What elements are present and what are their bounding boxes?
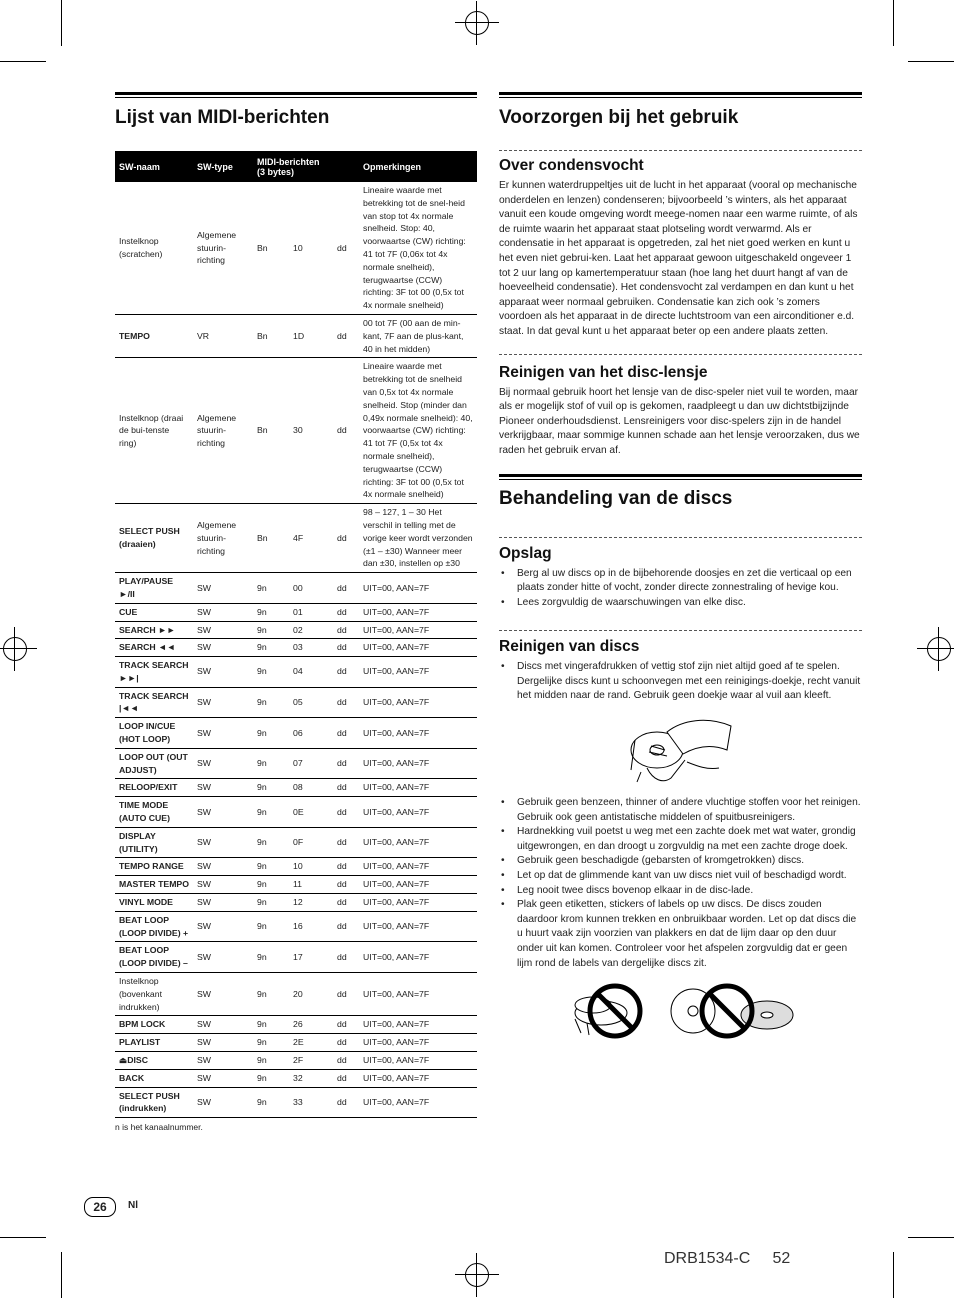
cell-byte3: dd: [333, 827, 359, 858]
cell-byte3: dd: [333, 718, 359, 749]
cell-byte1: 9n: [253, 911, 289, 942]
cell-byte1: 9n: [253, 1087, 289, 1118]
table-row: [115, 1052, 477, 1070]
disc-cleaning-list-a: [499, 660, 862, 704]
page-number: 26: [84, 1197, 116, 1217]
list-item: • Gebruik geen beschadigde (gebarsten of kromgetrokken) discs.: [499, 854, 862, 869]
cell-byte1: Bn: [253, 182, 289, 314]
cell-byte1: 9n: [253, 1069, 289, 1087]
cell-notes: UIT=00, AAN=7F: [359, 779, 477, 797]
cell-sw-type: SW: [193, 657, 253, 688]
dashed-divider: [499, 354, 862, 355]
table-row: [115, 827, 477, 858]
col-header-type: SW-type: [193, 151, 253, 182]
document-id: DRB1534-C 52: [664, 1250, 791, 1267]
dashed-divider: [499, 630, 862, 631]
cell-sw-name: LOOP IN/CUE (HOT LOOP): [115, 718, 193, 749]
cell-sw-type: VR: [193, 314, 253, 357]
cell-sw-name: SELECT PUSH (draaien): [115, 504, 193, 573]
cell-byte3: dd: [333, 1016, 359, 1034]
cell-sw-type: SW: [193, 687, 253, 718]
table-row: [115, 1034, 477, 1052]
cell-notes: UIT=00, AAN=7F: [359, 942, 477, 973]
cell-byte2: 03: [289, 639, 333, 657]
disc-handling-title: Behandeling van de discs: [499, 487, 733, 509]
cell-sw-type: Algemene stuurin-richting: [193, 504, 253, 573]
cell-sw-type: SW: [193, 573, 253, 604]
cell-byte3: dd: [333, 621, 359, 639]
disc-cleaning-heading: Reinigen van discs: [499, 638, 640, 656]
cell-sw-name: PLAYLIST: [115, 1034, 193, 1052]
cell-byte1: 9n: [253, 942, 289, 973]
cell-byte3: dd: [333, 573, 359, 604]
cell-byte3: dd: [333, 639, 359, 657]
cell-byte1: 9n: [253, 973, 289, 1016]
cell-byte2: 10: [289, 858, 333, 876]
cell-byte1: 9n: [253, 573, 289, 604]
cell-notes: UIT=00, AAN=7F: [359, 894, 477, 912]
left-column: [115, 92, 477, 1132]
cell-byte2: 4F: [289, 504, 333, 573]
title-rule: [499, 92, 862, 98]
cell-notes: UIT=00, AAN=7F: [359, 748, 477, 779]
col-header-name: SW-naam: [115, 151, 193, 182]
cell-sw-name: TEMPO: [115, 314, 193, 357]
cell-notes: UIT=00, AAN=7F: [359, 827, 477, 858]
cell-byte3: dd: [333, 687, 359, 718]
cell-byte3: dd: [333, 748, 359, 779]
registration-mark-icon: [0, 627, 37, 671]
cell-notes: UIT=00, AAN=7F: [359, 858, 477, 876]
cell-notes: 00 tot 7F (00 aan de min-kant, 7F aan de plus-kant, 40 in het midden): [359, 314, 477, 357]
cell-sw-name: SEARCH ◄◄: [115, 639, 193, 657]
dashed-divider: [499, 150, 862, 151]
table-row: [115, 894, 477, 912]
cell-byte2: 02: [289, 621, 333, 639]
cell-notes: UIT=00, AAN=7F: [359, 1034, 477, 1052]
cell-sw-name: BEAT LOOP (LOOP DIVIDE) –: [115, 942, 193, 973]
cell-byte1: 9n: [253, 827, 289, 858]
table-row: [115, 748, 477, 779]
cell-notes: UIT=00, AAN=7F: [359, 573, 477, 604]
cell-notes: UIT=00, AAN=7F: [359, 876, 477, 894]
table-row: [115, 621, 477, 639]
cell-notes: UIT=00, AAN=7F: [359, 657, 477, 688]
cell-byte3: dd: [333, 797, 359, 828]
table-row: [115, 657, 477, 688]
cell-byte3: dd: [333, 858, 359, 876]
list-item: • Hardnekking vuil poetst u weg met een zachte doek met wat water, grondig uitgewrongen, en dan droogt u zorgvuldig na met een zachte droge doek.: [499, 825, 862, 854]
cell-byte3: dd: [333, 779, 359, 797]
table-row: [115, 1016, 477, 1034]
list-item: • Lees zorgvuldig de waarschuwingen van elke disc.: [499, 596, 862, 611]
cell-byte3: dd: [333, 973, 359, 1016]
cell-sw-name: Instelknop (draai de bui-tenste ring): [115, 358, 193, 504]
cell-byte3: dd: [333, 942, 359, 973]
cell-sw-name: BEAT LOOP (LOOP DIVIDE) +: [115, 911, 193, 942]
cell-sw-type: SW: [193, 827, 253, 858]
cell-notes: 98 – 127, 1 – 30 Het verschil in telling met de vorige keer wordt verzonden (±1 – ±30) Wanneer meer dan ±30, instellen op ±30: [359, 504, 477, 573]
cell-byte1: 9n: [253, 797, 289, 828]
cell-byte2: 26: [289, 1016, 333, 1034]
cell-sw-name: BACK: [115, 1069, 193, 1087]
cell-byte2: 12: [289, 894, 333, 912]
cell-byte2: 2F: [289, 1052, 333, 1070]
table-header-row: [115, 151, 477, 182]
cell-notes: UIT=00, AAN=7F: [359, 718, 477, 749]
cell-byte2: 32: [289, 1069, 333, 1087]
cell-byte2: 20: [289, 973, 333, 1016]
list-item: • Gebruik geen benzeen, thinner of andere vluchtige stoffen voor het reinigen. Gebruik ook geen antistatische middelen of spuitbusreinigers.: [499, 796, 862, 825]
table-row: [115, 358, 477, 504]
cell-byte1: 9n: [253, 1034, 289, 1052]
cell-byte2: 00: [289, 573, 333, 604]
cell-byte2: 01: [289, 603, 333, 621]
cell-byte1: 9n: [253, 621, 289, 639]
table-row: [115, 876, 477, 894]
cell-sw-type: SW: [193, 858, 253, 876]
crop-mark: [908, 61, 954, 62]
cell-notes: UIT=00, AAN=7F: [359, 1052, 477, 1070]
cell-byte3: dd: [333, 1069, 359, 1087]
cell-sw-name: TEMPO RANGE: [115, 858, 193, 876]
crop-mark: [893, 0, 894, 46]
cell-sw-name: PLAY/PAUSE ►/II: [115, 573, 193, 604]
cell-byte1: 9n: [253, 779, 289, 797]
cell-notes: UIT=00, AAN=7F: [359, 911, 477, 942]
table-row: [115, 942, 477, 973]
language-code: Nl: [128, 1200, 138, 1211]
list-item: • Berg al uw discs op in de bijbehorende doosjes en zet die verticaal op een plaats zonder hitte of vocht, zonder directe zonnestraling of hevige kou.: [499, 567, 862, 596]
cell-sw-type: SW: [193, 797, 253, 828]
lens-cleaning-text: Bij normaal gebruik hoort het lensje van de disc-speler niet vuil te worden, maar als er mogelijk stof of vuil op is gekomen, raadpleegt u dan uw dichtstbijzijnde Pioneer onderhoudsdienst. Lensreinigers voor disc-spelers zijn in de handel verkrijgbaar, maar sommige kunnen schade aan het lensje veroorzaken, dus we raden het gebruik ervan af.: [499, 386, 860, 456]
prohibition-illustrations: [571, 983, 862, 1039]
cell-notes: UIT=00, AAN=7F: [359, 797, 477, 828]
cell-byte2: 2E: [289, 1034, 333, 1052]
list-item: • Let op dat de glimmende kant van uw discs niet vuil of beschadigd wordt.: [499, 869, 862, 884]
list-item: • Discs met vingerafdrukken of vettig stof zijn niet altijd goed af te spelen. Dergelijke discs kunt u schoonvegen met een reinigings-doekje, recht vanuit het midden naar de rand. Gebruik geen doekje waar al vuil aan kleeft.: [499, 660, 862, 704]
cell-byte1: 9n: [253, 894, 289, 912]
registration-mark-icon: [455, 1253, 499, 1297]
cell-byte1: Bn: [253, 358, 289, 504]
cell-sw-name: TIME MODE (AUTO CUE): [115, 797, 193, 828]
cell-sw-type: Algemene stuurin-richting: [193, 358, 253, 504]
cell-sw-name: BPM LOCK: [115, 1016, 193, 1034]
cell-notes: UIT=00, AAN=7F: [359, 639, 477, 657]
crop-mark: [0, 1237, 46, 1238]
crop-mark: [0, 61, 46, 62]
cell-sw-type: SW: [193, 718, 253, 749]
midi-list-title: Lijst van MIDI-berichten: [115, 107, 330, 128]
title-rule: [115, 92, 477, 98]
table-row: [115, 639, 477, 657]
cell-notes: UIT=00, AAN=7F: [359, 621, 477, 639]
cell-sw-type: SW: [193, 1069, 253, 1087]
disc-cleaning-list-b: [499, 796, 862, 971]
cell-sw-name: Instelknop (bovenkant indrukken): [115, 973, 193, 1016]
cell-sw-type: SW: [193, 639, 253, 657]
table-row: [115, 314, 477, 357]
cell-byte3: dd: [333, 894, 359, 912]
cell-byte2: 1D: [289, 314, 333, 357]
cell-sw-type: SW: [193, 876, 253, 894]
cell-notes: Lineaire waarde met betrekking tot de snel-heid van stop tot 4x normale snelheid. Stop: 40, voorwaartse (CW) richting: 41 tot 7F (0,06x tot 4x normale snelheid), terugwaartse (CCW) richting: 3F tot 00 (0,5x tot 4x normale snelheid): [359, 182, 477, 314]
cell-sw-type: SW: [193, 603, 253, 621]
lens-cleaning-heading: Reinigen van het disc-lensje: [499, 363, 708, 381]
cell-byte1: Bn: [253, 504, 289, 573]
cell-byte3: dd: [333, 911, 359, 942]
col-header-midi: MIDI-berichten (3 bytes): [253, 151, 359, 182]
midi-table: [115, 151, 477, 1118]
cell-notes: UIT=00, AAN=7F: [359, 687, 477, 718]
cell-sw-name: LOOP OUT (OUT ADJUST): [115, 748, 193, 779]
cell-byte2: 10: [289, 182, 333, 314]
table-row: [115, 573, 477, 604]
cell-byte2: 08: [289, 779, 333, 797]
disc-cleaning-illustration: [627, 710, 739, 786]
table-row: [115, 973, 477, 1016]
table-row: [115, 718, 477, 749]
cell-byte1: 9n: [253, 603, 289, 621]
col-header-notes: Opmerkingen: [359, 151, 477, 182]
cell-byte1: 9n: [253, 1016, 289, 1034]
title-rule: [499, 474, 862, 480]
table-row: [115, 603, 477, 621]
cell-notes: UIT=00, AAN=7F: [359, 1069, 477, 1087]
cell-byte2: 05: [289, 687, 333, 718]
cell-sw-name: CUE: [115, 603, 193, 621]
cell-byte2: 30: [289, 358, 333, 504]
cell-sw-name: TRACK SEARCH ►►|: [115, 657, 193, 688]
cell-sw-type: SW: [193, 894, 253, 912]
cell-sw-name: ⏏DISC: [115, 1052, 193, 1070]
cell-sw-type: SW: [193, 911, 253, 942]
cell-notes: UIT=00, AAN=7F: [359, 973, 477, 1016]
cell-sw-type: SW: [193, 621, 253, 639]
table-row: [115, 911, 477, 942]
cell-notes: UIT=00, AAN=7F: [359, 1016, 477, 1034]
cell-notes: UIT=00, AAN=7F: [359, 1087, 477, 1118]
cell-byte3: dd: [333, 657, 359, 688]
registration-mark-icon: [917, 627, 954, 671]
cell-sw-type: SW: [193, 1087, 253, 1118]
cell-sw-type: Algemene stuurin-richting: [193, 182, 253, 314]
cell-byte2: 17: [289, 942, 333, 973]
cell-byte3: dd: [333, 1052, 359, 1070]
crop-mark: [908, 1237, 954, 1238]
cell-byte3: dd: [333, 1034, 359, 1052]
wiping-disc-icon: [627, 710, 739, 786]
cell-sw-type: SW: [193, 748, 253, 779]
cell-sw-type: SW: [193, 1016, 253, 1034]
cell-notes: UIT=00, AAN=7F: [359, 603, 477, 621]
cell-sw-name: SELECT PUSH (indrukken): [115, 1087, 193, 1118]
cell-sw-name: RELOOP/EXIT: [115, 779, 193, 797]
storage-heading: Opslag: [499, 544, 552, 562]
cell-byte2: 0F: [289, 827, 333, 858]
cell-sw-type: SW: [193, 779, 253, 797]
crop-mark: [893, 1252, 894, 1298]
cell-byte3: dd: [333, 182, 359, 314]
cell-byte3: dd: [333, 876, 359, 894]
crop-mark: [61, 1252, 62, 1298]
cell-sw-name: MASTER TEMPO: [115, 876, 193, 894]
cell-byte3: dd: [333, 504, 359, 573]
table-row: [115, 858, 477, 876]
table-row: [115, 687, 477, 718]
list-item: • Leg nooit twee discs bovenop elkaar in de disc-lade.: [499, 884, 862, 899]
registration-mark-icon: [455, 1, 499, 45]
cell-byte2: 07: [289, 748, 333, 779]
cell-sw-name: TRACK SEARCH |◄◄: [115, 687, 193, 718]
table-row: [115, 1069, 477, 1087]
table-row: [115, 504, 477, 573]
condensation-text: Er kunnen waterdruppeltjes uit de lucht in het apparaat (vooral op mechanische onderdelen en lenzen) condenseren; bijvoorbeeld ’s winters, als het apparaat vanuit een koude omgeving wordt meege-nomen naar een warme ruimte, of als de ruimte waarin het apparaat staat plotseling wordt verwarmd. Als er condensatie in het apparaat is opgetreden, zal het niet goed werken en kunt u het even niet gebrui-ken. Laat het apparaat gewoon uitgeschakeld ongeveer 1 tot 2 uur lang op kamertemperatuur staan (hoe lang het duurt hangt af van de hoeveelheid condensatie). Het condensvocht zal verdampen en dan kunt u het apparaat weer normaal gebruiken. Condensatie kan zich ook ’s zomers voordoen als het apparaat in de directe luchtstroom van een airconditioner e.d. staat. In dat geval kunt u het apparaat beter op een andere plaats zetten.: [499, 180, 858, 337]
cell-byte3: dd: [333, 358, 359, 504]
table-row: [115, 1087, 477, 1118]
cell-byte1: 9n: [253, 718, 289, 749]
table-row: [115, 797, 477, 828]
cell-byte3: dd: [333, 1087, 359, 1118]
cell-byte3: dd: [333, 603, 359, 621]
precautions-title: Voorzorgen bij het gebruik: [499, 107, 739, 128]
condensation-heading: Over condensvocht: [499, 157, 644, 174]
cell-byte2: 33: [289, 1087, 333, 1118]
crop-mark: [61, 0, 62, 46]
cell-byte1: 9n: [253, 858, 289, 876]
cell-sw-name: DISPLAY (UTILITY): [115, 827, 193, 858]
cell-byte1: 9n: [253, 657, 289, 688]
cell-byte1: 9n: [253, 876, 289, 894]
cell-sw-type: SW: [193, 973, 253, 1016]
cell-byte1: 9n: [253, 639, 289, 657]
storage-list: [499, 567, 862, 611]
cell-byte2: 16: [289, 911, 333, 942]
table-row: [115, 779, 477, 797]
cell-sw-name: VINYL MODE: [115, 894, 193, 912]
cell-sw-type: SW: [193, 1034, 253, 1052]
cell-byte2: 04: [289, 657, 333, 688]
cell-byte1: 9n: [253, 748, 289, 779]
cell-byte1: 9n: [253, 687, 289, 718]
cell-byte3: dd: [333, 314, 359, 357]
table-row: [115, 182, 477, 314]
cell-byte2: 0E: [289, 797, 333, 828]
right-column: [499, 92, 862, 1039]
dashed-divider: [499, 537, 862, 538]
cell-sw-name: Instelknop (scratchen): [115, 182, 193, 314]
cell-sw-type: SW: [193, 1052, 253, 1070]
list-item: • Plak geen etiketten, stickers of labels op uw discs. De discs zouden daardoor krom kunnen trekken en onbruikbaar worden. Let op dat discs die u huurt vaak zijn voorzien van plakkers en dat de lijm daar op den duur onder uit kan komen. Controleer voor het afspelen zorgvuldig dat er geen lijm rond de labels van dergelijke discs zit.: [499, 898, 862, 971]
footnote: n is het kanaalnummer.: [115, 1122, 203, 1133]
cell-byte2: 06: [289, 718, 333, 749]
no-stacked-discs-icon: [571, 983, 811, 1039]
cell-sw-name: SEARCH ►►: [115, 621, 193, 639]
cell-notes: Lineaire waarde met betrekking tot de snelheid van 0,5x tot 4x normale snelheid. Stop (minder dan 0,49x normale snelheid): 40, voorwaartse (CW) richting: 41 tot 7F (0,5x tot 4x normale snelheid), terugwaartse (CCW) richting: 3F tot 00 (0,5x tot 4x normale snelheid): [359, 358, 477, 504]
cell-byte1: Bn: [253, 314, 289, 357]
cell-byte2: 11: [289, 876, 333, 894]
cell-sw-type: SW: [193, 942, 253, 973]
cell-byte1: 9n: [253, 1052, 289, 1070]
